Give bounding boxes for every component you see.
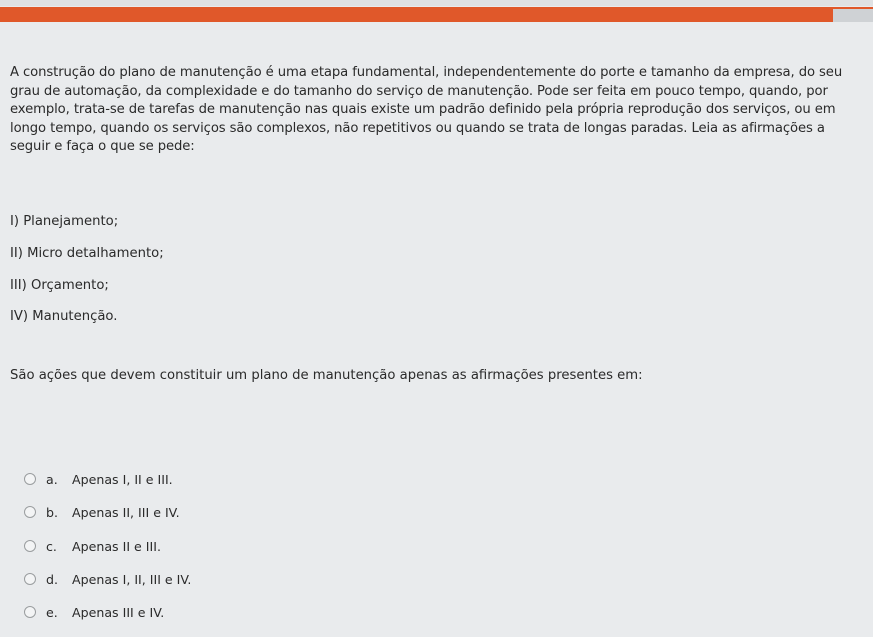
option-d-letter: d. [46,571,58,587]
radio-button-e[interactable] [24,606,36,618]
statement-4: IV) Manutenção. [10,309,118,324]
option-b-text: Apenas II, III e IV. [72,504,180,520]
option-a-letter: a. [46,471,58,487]
radio-button-a[interactable] [24,473,36,485]
statement-2: II) Micro detalhamento; [10,246,164,261]
option-d-text: Apenas I, II, III e IV. [72,571,192,587]
option-b-letter: b. [46,504,58,520]
question-prompt: São ações que devem constituir um plano de manutenção apenas as afirmações presentes em: [10,368,643,383]
option-b[interactable] [24,503,180,521]
option-c[interactable] [24,537,161,555]
option-d[interactable] [24,570,191,588]
radio-button-d[interactable] [24,573,36,585]
statement-3: III) Orçamento; [10,278,109,293]
option-a-text: Apenas I, II e III. [72,471,173,487]
option-a[interactable] [24,470,173,488]
option-c-text: Apenas II e III. [72,538,161,554]
option-e[interactable] [24,603,164,621]
option-c-letter: c. [46,538,57,554]
radio-button-b[interactable] [24,506,36,518]
question-text: A construção do plano de manutenção é uma etapa fundamental, independentemente do porte e tamanho da empresa, do seu grau de automação, da complexidade e do tamanho do serviço de manutenção. Pode ser feita em pouco tempo, quando, por exemplo, trata-se de tarefas de manutenção nas quais existe um padrão definido pela própria reprodução dos serviços, ou em longo tempo, quando os serviços são complexos, não repetitivos ou quando se trata de longas paradas. Leia as afirmações a seguir e faça o que se pede: [10,65,843,155]
option-e-text: Apenas III e IV. [72,604,165,620]
option-e-letter: e. [46,604,58,620]
statement-1: I) Planejamento; [10,214,119,229]
radio-button-c[interactable] [24,540,36,552]
